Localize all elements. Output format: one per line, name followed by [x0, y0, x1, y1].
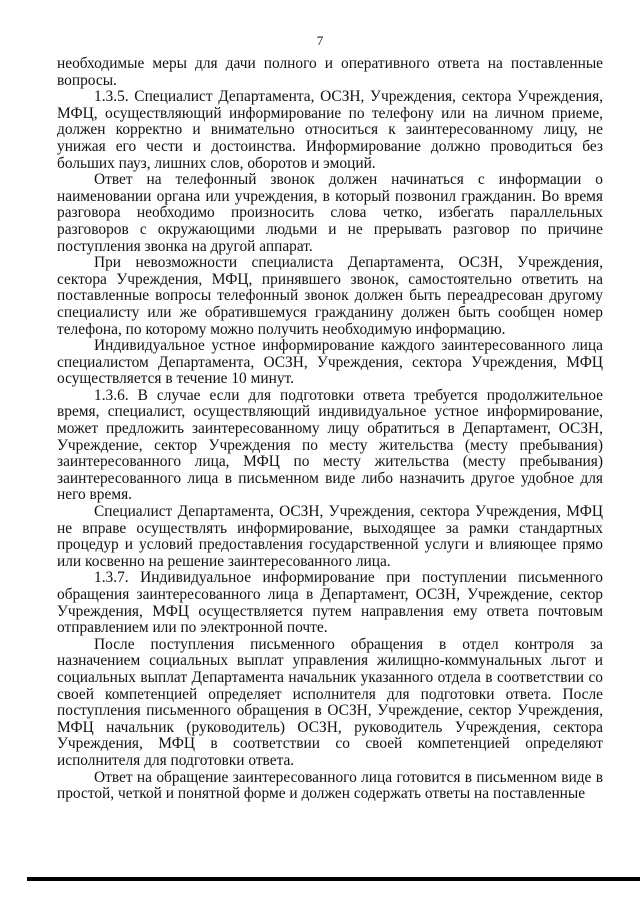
paragraph: Специалист Департамента, ОСЗН, Учреждения, сектора Учреждения, МФЦ не вправе осуществлять информирование, выходящее за рамки стандартных процедур и условий предоставления государственной услуги и влияющее прямо или косвенно на решение заинтересованного лица. [57, 503, 603, 570]
page-bottom-edge [27, 877, 640, 881]
paragraph: После поступления письменного обращения в отдел контроля за назначением социальных выплат управления жилищно-коммунальных льгот и социальных выплат Департамента начальник указанного отдела в соответствии со своей компетенцией определяет исполнителя для подготовки ответа. После поступления письменного обращения в ОСЗН, Учреждение, сектор Учреждения, МФЦ начальник (руководитель) ОСЗН, руководитель Учреждения, сектора Учреждения, МФЦ в соответствии со своей компетенцией определяют исполнителя для подготовки ответа. [57, 635, 603, 769]
paragraph: 1.3.6. В случае если для подготовки ответа требуется продолжительное время, специалист, осуществляющий индивидуальное устное информирование, может предложить заинтересованному лицу обратиться в Департамент, ОСЗН, Учреждение, сектор Учреждения по месту жительства (месту пребывания) заинтересованного лица, МФЦ по месту жительства (месту пребывания) заинтересованного лица в письменном виде либо назначить другое удобное для него время. [57, 386, 603, 504]
paragraph: При невозможности специалиста Департамента, ОСЗН, Учреждения, сектора Учреждения, МФЦ, принявшего звонок, самостоятельно ответить на поставленные вопросы телефонный звонок должен быть переадресован другому специалисту или же обратившемуся гражданину должен быть сообщен номер телефона, по которому можно получить необходимую информацию. [57, 254, 603, 338]
paragraph: Индивидуальное устное информирование каждого заинтересованного лица специалистом Департамента, ОСЗН, Учреждения, сектора Учреждения, МФЦ осуществляется в течение 10 минут. [57, 337, 603, 388]
paragraph: необходимые меры для дачи полного и оперативного ответа на поставленные вопросы. [57, 55, 603, 89]
paragraph: Ответ на телефонный звонок должен начинаться с информации о наименовании органа или учреждения, в который позвонил гражданин. Во время разговора необходимо произносить слова четко, избегать параллельных разговоров с окружающими людьми и не прерывать разговор по причине поступления звонка на другой аппарат. [57, 171, 603, 255]
document-body [57, 56, 603, 803]
paragraph: 1.3.7. Индивидуальное информирование при поступлении письменного обращения заинтересованного лица в Департамент, ОСЗН, Учреждение, сектор Учреждения, МФЦ осуществляется путем направления ему ответа почтовым отправлением или по электронной почте. [57, 569, 603, 637]
page-number: 7 [316, 33, 324, 48]
paragraph: Ответ на обращение заинтересованного лица готовится в письменном виде в простой, четкой и понятной форме и должен содержать ответы на поставленные [57, 768, 603, 803]
paragraph: 1.3.5. Специалист Департамента, ОСЗН, Учреждения, сектора Учреждения, МФЦ, осуществляющий информирование по телефону или на личном приеме, должен корректно и внимательно относиться к заинтересованному лицу, не унижая его чести и достоинства. Информирование должно проводиться без больших пауз, лишних слов, оборотов и эмоций. [57, 88, 603, 172]
